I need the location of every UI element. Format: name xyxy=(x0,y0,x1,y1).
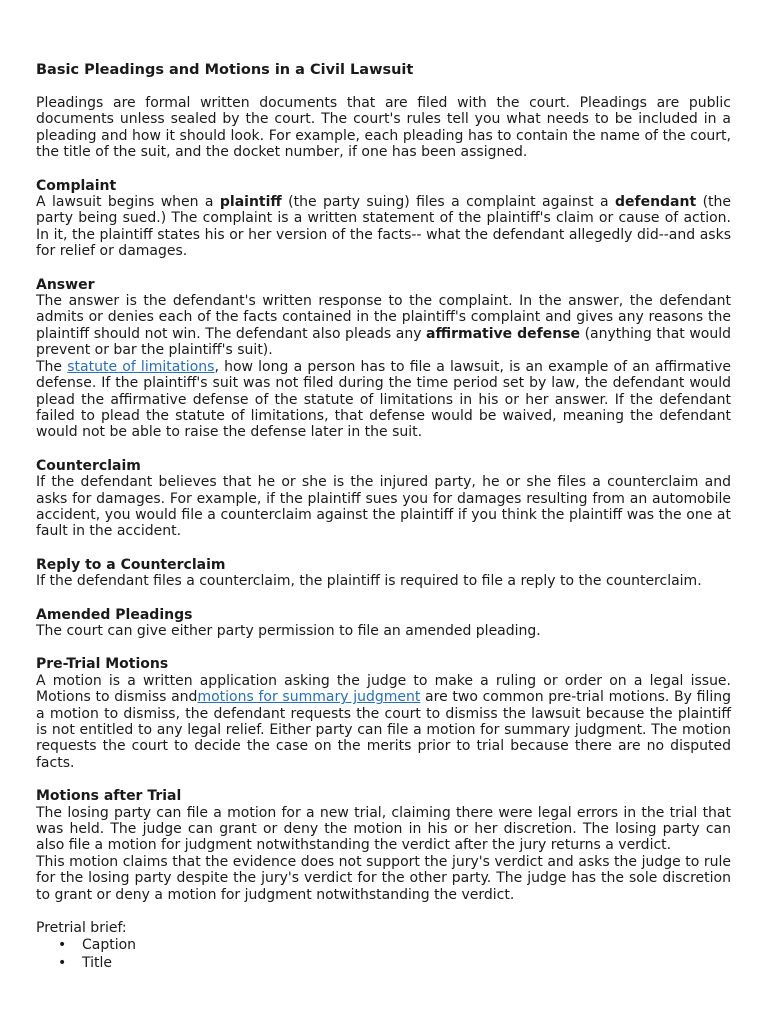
text: (anything that would prevent or bar the plaintiff's suit). xyxy=(36,325,731,359)
list-item: • Caption xyxy=(36,936,731,954)
section-counterclaim xyxy=(36,458,731,540)
pretrial-brief-label: Pretrial brief: xyxy=(36,920,127,937)
heading-after-trial: Motions after Trial xyxy=(36,788,182,805)
section-pretrial-brief xyxy=(36,920,731,972)
after-trial-paragraph: The losing party can file a motion for a new trial, claiming there were legal errors in the trial that was held. The judge can grant or deny the motion in his or her discretion. The losing party can also file a motion for judgment notwithstanding the verdict after the jury returns a verdict. xyxy=(36,804,731,854)
text: are two common pre-trial motions. By filing a motion to dismiss, the defendant requests the court to dismiss the lawsuit because the plaintiff is not entitled to any legal relief. Either party can file a motion for summary judgment. The motion requests the court to decide the case on the merits prior to trial because there are no disputed facts. xyxy=(36,689,731,771)
complaint-paragraph xyxy=(36,194,731,260)
section-complaint xyxy=(36,178,731,260)
pretrial-brief-list xyxy=(36,936,731,972)
term-defendant: defendant xyxy=(614,194,697,211)
section-pretrial xyxy=(36,656,731,771)
answer-paragraph-2 xyxy=(36,359,731,441)
summary-judgment-link[interactable]: motions for summary judgment xyxy=(197,689,421,706)
text: A lawsuit begins when a xyxy=(36,194,220,211)
after-trial-paragraph-2: This motion claims that the evidence does not support the jury's verdict and asks the judge to rule for the losing party despite the jury's verdict for the other party. The judge has the sole discretion to grant or deny a motion for judgment notwithstanding the verdict. xyxy=(36,853,731,903)
term-affirmative-defense: affirmative defense xyxy=(426,325,581,342)
section-reply xyxy=(36,557,731,590)
document-title: Basic Pleadings and Motions in a Civil Lawsuit xyxy=(36,62,414,78)
text: The xyxy=(36,358,68,375)
reply-paragraph: If the defendant files a counterclaim, the plaintiff is required to file a reply to the counterclaim. xyxy=(36,573,702,590)
text: (the party suing) files a complaint against a xyxy=(281,194,615,211)
statute-of-limitations-link[interactable]: statute of limitations xyxy=(67,358,215,375)
term-plaintiff: plaintiff xyxy=(219,194,282,211)
heading-pretrial: Pre-Trial Motions xyxy=(36,656,169,673)
list-item: • Title xyxy=(36,954,731,972)
text: The answer is the defendant's written response to the complaint. In the answer, the defendant admits or denies each of the facts contained in the plaintiff's complaint and gives any reasons the plaintiff should not win. The defendant also pleads any xyxy=(36,293,731,342)
text: A motion is a written application asking the judge to make a ruling or order on a legal issue. Motions to dismiss and xyxy=(36,672,731,706)
section-amended xyxy=(36,607,731,640)
heading-complaint: Complaint xyxy=(36,177,117,194)
counterclaim-paragraph: If the defendant believes that he or she is the injured party, he or she files a counterclaim and asks for damages. For example, if the plaintiff sues you for damages resulting from an automobile accident, you would file a counterclaim against the plaintiff if you think the plaintiff was the one at fault in the accident. xyxy=(36,474,731,540)
section-answer xyxy=(36,277,731,441)
heading-amended: Amended Pleadings xyxy=(36,606,193,623)
text: (the party being sued.) The complaint is a written statement of the plaintiff's claim or cause of action. In it, the plaintiff states his or her version of the facts-- what the defendant allegedly did--and asks for relief or damages. xyxy=(36,194,732,260)
intro-paragraph: Pleadings are formal written documents that are filed with the court. Pleadings are public documents unless sealed by the court. The court's rules tell you what needs to be included in a pleading and how it should look. For example, each pleading has to contain the name of the court, the title of the suit, and the docket number, if one has been assigned. xyxy=(36,95,731,161)
pretrial-paragraph xyxy=(36,673,731,771)
heading-reply: Reply to a Counterclaim xyxy=(36,556,226,573)
text: , how long a person has to file a lawsuit, is an example of an affirmative defense. If the plaintiff's suit was not filed during the time period set by law, the defendant would plead the affirmative defense of the statute of limitations in his or her answer. If the defendant failed to plead the statute of limitations, that defense would be waived, meaning the defendant would not be able to raise the defense later in the suit. xyxy=(36,358,731,441)
heading-counterclaim: Counterclaim xyxy=(36,457,141,474)
section-after-trial xyxy=(36,788,731,903)
heading-answer: Answer xyxy=(36,276,95,293)
amended-paragraph: The court can give either party permission to file an amended pleading. xyxy=(36,622,541,639)
answer-paragraph xyxy=(36,293,731,359)
